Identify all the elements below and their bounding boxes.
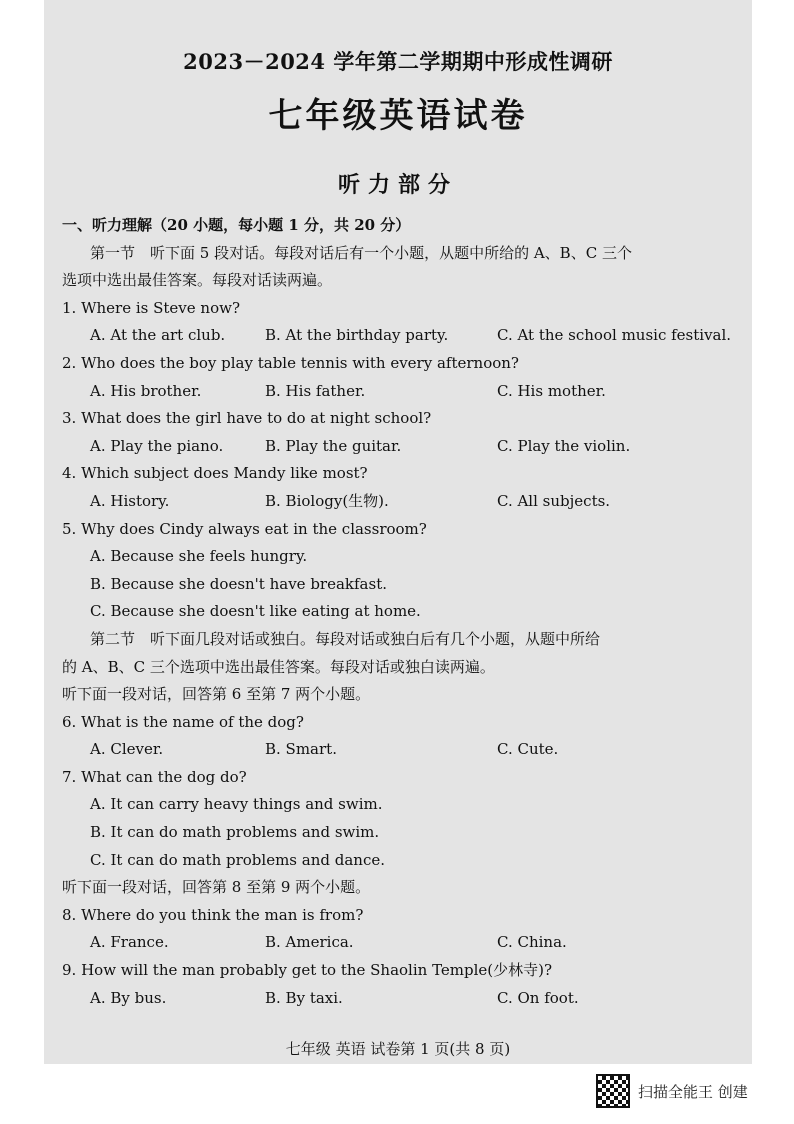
page-footer: 七年级 英语 试卷第 1 页(共 8 页) <box>285 1040 511 1058</box>
option-a: A. It can carry heavy things and swim. <box>90 795 383 814</box>
option-c: C. Cute. <box>497 740 559 759</box>
options-2 <box>62 378 738 406</box>
question-9: 9. How will the man probably get to the Shaolin Temple(少林寺)? <box>62 961 553 980</box>
option-b: B. Play the guitar. <box>265 436 402 455</box>
option-a: A. At the art club. <box>90 326 226 345</box>
question-2: 2. Who does the boy play table tennis with every afternoon? <box>62 353 519 372</box>
option-c: C. All subjects. <box>497 491 611 510</box>
question-5: 5. Why does Cindy always eat in the classroom? <box>62 519 427 538</box>
option-a: A. By bus. <box>90 988 167 1007</box>
watermark-text: 扫描全能王 创建 <box>638 1082 748 1101</box>
question-3: 3. What does the girl have to do at night school? <box>62 409 432 428</box>
scanner-watermark <box>596 1074 748 1108</box>
section-heading: 一、听力理解（20 小题，每小题 1 分，共 20 分） <box>62 216 411 234</box>
option-c: C. On foot. <box>497 988 579 1007</box>
option-a: A. His brother. <box>90 381 202 400</box>
option-c: C. His mother. <box>497 381 606 400</box>
part2-intro: 第二节 听下面几段对话或独白。每段对话或独白后有几个小题，从题中所给 <box>90 629 601 648</box>
option-b: B. At the birthday party. <box>265 326 449 345</box>
options-1 <box>62 322 738 350</box>
options-4 <box>62 488 738 516</box>
question-1: 1. Where is Steve now? <box>62 298 240 317</box>
option-b: B. Because she doesn't have breakfast. <box>90 574 387 593</box>
options-3 <box>62 433 738 461</box>
qr-code-icon <box>596 1074 630 1108</box>
option-a: A. Play the piano. <box>90 436 224 455</box>
part1-intro-cont: 选项中选出最佳答案。每段对话读两遍。 <box>62 271 333 290</box>
option-b: B. Smart. <box>265 740 337 759</box>
option-b: B. His father. <box>265 381 366 400</box>
listening-section <box>62 212 738 1012</box>
question-6: 6. What is the name of the dog? <box>62 712 304 731</box>
options-9 <box>62 985 738 1013</box>
option-c: C. It can do math problems and dance. <box>90 850 385 869</box>
exam-title: 七年级英语试卷 <box>268 96 528 136</box>
part-title: 听力部分 <box>337 172 458 198</box>
option-a: A. France. <box>90 933 169 952</box>
part2-intro-cont: 的 A、B、C 三个选项中选出最佳答案。每段对话或独白读两遍。 <box>62 657 495 676</box>
option-c: C. Because she doesn't like eating at home. <box>90 602 421 621</box>
option-a: A. Clever. <box>90 740 164 759</box>
option-c: C. China. <box>497 933 567 952</box>
scanned-page <box>44 0 752 1064</box>
option-b: B. America. <box>265 933 354 952</box>
option-c: C. Play the violin. <box>497 436 631 455</box>
part1-intro: 第一节 听下面 5 段对话。每段对话后有一个小题，从题中所给的 A、B、C 三个 <box>90 243 632 262</box>
group-intro-8-9: 听下面一段对话，回答第 8 至第 9 两个小题。 <box>62 878 371 897</box>
question-4: 4. Which subject does Mandy like most? <box>62 464 368 483</box>
option-a: A. Because she feels hungry. <box>90 547 308 566</box>
option-b: B. By taxi. <box>265 988 343 1007</box>
option-c: C. At the school music festival. <box>497 326 732 345</box>
group-intro-6-7: 听下面一段对话，回答第 6 至第 7 两个小题。 <box>62 685 371 704</box>
option-b: B. Biology(生物). <box>265 491 389 510</box>
options-8 <box>62 929 738 957</box>
question-8: 8. Where do you think the man is from? <box>62 905 364 924</box>
exam-term-heading: 2023－2024 学年第二学期期中形成性调研 <box>183 49 613 74</box>
options-6 <box>62 736 738 764</box>
question-7: 7. What can the dog do? <box>62 767 247 786</box>
option-b: B. It can do math problems and swim. <box>90 823 380 842</box>
option-a: A. History. <box>90 491 170 510</box>
